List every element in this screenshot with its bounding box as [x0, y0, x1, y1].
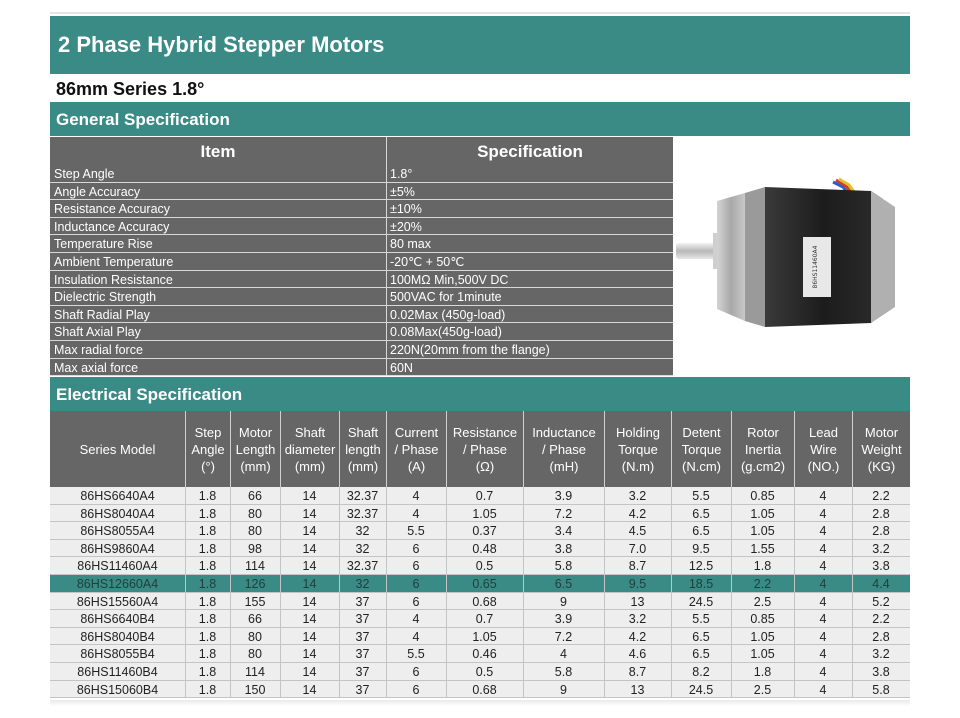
table-cell: 14: [302, 524, 317, 539]
table-cell: 12.5: [688, 559, 714, 574]
table-cell: 14: [302, 682, 317, 697]
table-cell: 80: [248, 629, 262, 644]
table-cell: 37: [355, 647, 370, 662]
table-cell: 1.8: [198, 541, 217, 556]
table-cell: 80: [248, 524, 262, 539]
table-cell: 14: [302, 664, 317, 679]
spec-value: 80 max: [390, 237, 431, 252]
general-spec-row: [50, 165, 673, 183]
spec-value: ±20%: [390, 219, 422, 234]
model-cell: 86HS6640A4: [80, 489, 155, 503]
electrical-column-header: Motor Weight (KG): [852, 411, 910, 487]
model-cell: 86HS6640B4: [80, 612, 155, 627]
spec-value: ±5%: [390, 184, 415, 199]
table-cell: 14: [302, 576, 317, 591]
table-cell: 2.8: [872, 629, 890, 644]
table-cell: 4: [819, 576, 827, 591]
table-cell: 1.8: [198, 664, 217, 679]
table-cell: 8.7: [628, 559, 647, 574]
table-column-divider: [671, 487, 672, 697]
table-cell: 3.8: [872, 664, 890, 679]
table-cell: 2.8: [872, 506, 890, 521]
general-spec-row: [50, 323, 673, 341]
table-row: [50, 681, 910, 699]
electrical-column-header: Shaft diameter (mm): [280, 411, 339, 487]
model-cell: 86HS8040A4: [80, 506, 155, 521]
table-cell: 6.5: [692, 629, 710, 644]
table-row: [50, 487, 910, 505]
table-cell: 0.85: [750, 612, 775, 627]
table-cell: 32: [355, 524, 370, 539]
table-row: [50, 628, 910, 646]
table-cell: 0.5: [475, 559, 494, 574]
table-cell: 6.5: [692, 506, 710, 521]
table-cell: 4: [412, 612, 420, 627]
table-cell: 18.5: [688, 576, 714, 591]
general-spec-row: [50, 218, 673, 236]
table-cell: 1.8: [198, 559, 217, 574]
table-row: [50, 505, 910, 523]
table-cell: 6.5: [692, 647, 710, 662]
table-cell: 5.8: [554, 559, 573, 574]
table-cell: 7.2: [554, 629, 573, 644]
table-cell: 0.37: [472, 524, 497, 539]
table-cell: 4.5: [628, 524, 647, 539]
table-row: [50, 663, 910, 681]
general-spec-table-header: [50, 137, 673, 165]
table-column-divider: [731, 487, 732, 697]
table-cell: 4: [819, 664, 827, 679]
table-cell: 8.7: [628, 664, 647, 679]
spec-value: 0.08Max(450g-load): [390, 325, 502, 340]
table-cell: 3.2: [872, 647, 890, 662]
table-cell: 2.2: [753, 576, 772, 591]
table-cell: 13: [630, 682, 645, 697]
table-cell: 3.8: [554, 541, 573, 556]
table-cell: 0.7: [475, 612, 494, 627]
table-cell: 1.05: [472, 629, 497, 644]
table-cell: 80: [248, 647, 262, 662]
table-cell: 7.2: [554, 506, 573, 521]
spec-value: -20℃ + 50℃: [390, 254, 465, 269]
table-cell: 6: [412, 559, 420, 574]
model-cell: 86HS11460B4: [77, 664, 158, 679]
model-cell: 86HS9860A4: [80, 541, 155, 556]
table-cell: 9: [560, 594, 567, 609]
table-cell: 5.5: [692, 612, 710, 627]
table-cell: 32.37: [346, 506, 379, 521]
electrical-column-header: Motor Length (mm): [230, 411, 280, 487]
table-cell: 0.65: [472, 576, 497, 591]
table-cell: 1.05: [750, 506, 775, 521]
table-cell: 5.8: [872, 682, 890, 697]
model-cell: 86HS8055A4: [80, 524, 155, 539]
table-cell: 0.48: [472, 541, 497, 556]
table-cell: 1.05: [750, 629, 775, 644]
electrical-column-header: Current / Phase (A): [386, 411, 446, 487]
general-spec-row: [50, 359, 673, 377]
table-cell: 3.9: [554, 489, 573, 503]
spec-value: 220N(20mm from the flange): [390, 342, 550, 357]
spec-item-label: Inductance Accuracy: [54, 219, 170, 234]
table-column-divider: [604, 487, 605, 697]
table-cell: 14: [302, 541, 317, 556]
table-cell: 13: [630, 594, 645, 609]
table-cell: 4: [412, 629, 420, 644]
table-cell: 150: [244, 682, 266, 697]
table-cell: 3.2: [628, 489, 647, 503]
table-cell: 66: [248, 612, 262, 627]
general-spec-row: [50, 200, 673, 218]
table-cell: 1.05: [472, 506, 497, 521]
general-spec-header: General Specification: [50, 102, 910, 136]
spec-item-label: Dielectric Strength: [54, 290, 157, 305]
table-cell: 4.6: [628, 647, 647, 662]
table-cell: 126: [244, 576, 266, 591]
general-spec-row: [50, 235, 673, 253]
table-cell: 6: [412, 664, 420, 679]
table-column-divider: [386, 487, 387, 697]
table-row: [50, 557, 910, 575]
table-cell: 0.46: [472, 647, 497, 662]
spec-item-label: Max axial force: [54, 360, 139, 375]
table-cell: 6: [412, 594, 420, 609]
table-column-divider: [852, 487, 853, 697]
table-cell: 2.5: [753, 594, 772, 609]
table-cell: 14: [302, 506, 317, 521]
table-cell: 32.37: [346, 559, 379, 574]
table-column-divider: [523, 487, 524, 697]
table-cell: 0.68: [472, 594, 497, 609]
table-cell: 14: [302, 612, 317, 627]
table-cell: 3.8: [872, 559, 890, 574]
table-cell: 9.5: [628, 576, 647, 591]
series-title: 86mm Series 1.8°: [56, 79, 205, 99]
top-divider: [50, 12, 910, 14]
table-cell: 4: [819, 506, 827, 521]
model-cell: 86HS15560A4: [76, 594, 159, 609]
table-cell: 2.8: [872, 524, 890, 539]
table-row: [50, 522, 910, 540]
table-cell: 37: [355, 664, 370, 679]
table-cell: 0.5: [475, 664, 494, 679]
table-column-divider: [339, 487, 340, 697]
table-cell: 4: [819, 541, 827, 556]
spec-item-label: Shaft Axial Play: [54, 325, 141, 340]
table-cell: 32.37: [346, 489, 379, 503]
spec-item-label: Temperature Rise: [54, 237, 153, 252]
table-cell: 24.5: [688, 682, 714, 697]
table-cell: 1.8: [198, 629, 217, 644]
table-column-divider: [446, 487, 447, 697]
table-cell: 2.2: [872, 489, 890, 503]
page-title: 2 Phase Hybrid Stepper Motors: [50, 16, 910, 74]
table-cell: 98: [248, 541, 262, 556]
electrical-column-header: Resistance / Phase (Ω): [446, 411, 523, 487]
table-row: [50, 645, 910, 663]
model-cell: 86HS15060B4: [76, 682, 159, 697]
table-cell: 80: [248, 506, 262, 521]
table-cell: 66: [248, 489, 262, 503]
table-cell: 14: [302, 559, 317, 574]
table-column-divider: [794, 487, 795, 697]
table-cell: 4: [819, 524, 827, 539]
table-column-divider: [185, 487, 186, 697]
table-cell: 7.0: [628, 541, 647, 556]
table-cell: 3.9: [554, 612, 573, 627]
model-cell: 86HS12660A4: [76, 576, 159, 591]
table-row-highlighted: [50, 575, 910, 593]
table-cell: 4: [819, 629, 827, 644]
spec-item-label: Ambient Temperature: [54, 254, 174, 269]
stepper-motor-image: [673, 137, 910, 375]
table-cell: 32: [355, 576, 370, 591]
table-cell: 6.5: [692, 524, 710, 539]
table-cell: 3.2: [628, 612, 647, 627]
table-cell: 1.8: [198, 647, 217, 662]
table-cell: 6.5: [554, 576, 573, 591]
model-cell: 86HS8055B4: [80, 647, 155, 662]
table-cell: 3.2: [872, 541, 890, 556]
spec-item-label: Max radial force: [54, 342, 143, 357]
table-cell: 37: [355, 682, 370, 697]
table-cell: 5.5: [692, 489, 710, 503]
table-cell: 4: [819, 489, 827, 503]
table-cell: 4: [412, 489, 420, 503]
table-cell: 5.8: [554, 664, 573, 679]
electrical-column-header: Inductance / Phase (mH): [523, 411, 604, 487]
spec-value: 1.8°: [390, 167, 413, 181]
table-cell: 1.05: [750, 647, 775, 662]
table-cell: 1.8: [198, 612, 217, 627]
table-column-divider: [230, 487, 231, 697]
general-spec-row: [50, 183, 673, 201]
spec-value: 100MΩ Min,500V DC: [390, 272, 509, 287]
bottom-divider: [50, 700, 910, 706]
item-column-header: Item: [200, 142, 236, 161]
table-cell: 5.5: [407, 524, 425, 539]
table-cell: 14: [302, 489, 317, 503]
table-row: [50, 610, 910, 628]
table-cell: 14: [302, 594, 317, 609]
table-cell: 1.55: [750, 541, 775, 556]
electrical-spec-header: Electrical Specification: [50, 377, 910, 411]
table-cell: 14: [302, 647, 317, 662]
table-cell: 114: [245, 559, 265, 574]
table-cell: 1.05: [750, 524, 775, 539]
table-column-divider: [280, 487, 281, 697]
general-spec-row: [50, 341, 673, 359]
table-cell: 5.2: [872, 594, 890, 609]
table-cell: 14: [302, 629, 317, 644]
table-row: [50, 540, 910, 558]
electrical-column-header: Holding Torque (N.m): [604, 411, 671, 487]
electrical-spec-table-header: [50, 411, 910, 487]
spec-item-label: Shaft Radial Play: [54, 307, 150, 322]
table-cell: 0.85: [750, 489, 775, 503]
table-cell: 1.8: [198, 489, 217, 503]
spec-item-label: Resistance Accuracy: [54, 202, 171, 217]
table-cell: 4: [560, 647, 567, 662]
spec-value: 0.02Max (450g-load): [390, 307, 506, 322]
table-cell: 1.8: [753, 559, 772, 574]
table-cell: 4: [819, 594, 827, 609]
table-cell: 4: [412, 506, 420, 521]
table-cell: 1.8: [198, 576, 217, 591]
table-cell: 37: [355, 612, 370, 627]
table-cell: 1.8: [198, 682, 217, 697]
table-cell: 6: [412, 576, 420, 591]
electrical-column-header: Detent Torque (N.cm): [671, 411, 731, 487]
table-cell: 9: [560, 682, 567, 697]
electrical-column-header: Lead Wire (NO.): [794, 411, 852, 487]
table-cell: 2.5: [753, 682, 772, 697]
model-cell: 86HS8040B4: [80, 629, 155, 644]
table-cell: 2.2: [872, 612, 890, 627]
general-spec-table: [50, 165, 673, 376]
table-cell: 0.7: [475, 489, 494, 503]
table-cell: 0.68: [472, 682, 497, 697]
table-cell: 4.2: [628, 506, 647, 521]
spec-value: 500VAC for 1minute: [390, 290, 502, 305]
general-spec-row: [50, 271, 673, 289]
electrical-column-header: Shaft length (mm): [339, 411, 386, 487]
electrical-spec-table: [50, 487, 910, 698]
spec-item-label: Step Angle: [54, 167, 115, 181]
table-cell: 37: [355, 594, 370, 609]
general-spec-row: [50, 288, 673, 306]
motor-label-text: 86HS11460A4: [812, 245, 819, 289]
general-spec-row: [50, 253, 673, 271]
spec-item-label: Insulation Resistance: [54, 272, 173, 287]
table-cell: 1.8: [198, 506, 217, 521]
table-cell: 9.5: [692, 541, 710, 556]
table-cell: 1.8: [198, 524, 217, 539]
table-cell: 3.4: [554, 524, 573, 539]
table-cell: 4: [819, 682, 827, 697]
electrical-column-header: Series Model: [79, 441, 156, 457]
spec-item-label: Angle Accuracy: [54, 184, 141, 199]
table-cell: 1.8: [753, 664, 772, 679]
table-cell: 5.5: [407, 647, 425, 662]
general-spec-column-divider: [386, 137, 387, 375]
spec-value: ±10%: [390, 202, 422, 217]
specification-column-header: Specification: [477, 142, 583, 161]
table-cell: 37: [355, 629, 370, 644]
table-cell: 4.2: [628, 629, 647, 644]
table-cell: 4.4: [872, 576, 890, 591]
table-cell: 8.2: [692, 664, 710, 679]
table-cell: 6: [412, 541, 420, 556]
table-cell: 24.5: [688, 594, 714, 609]
table-row: [50, 593, 910, 611]
electrical-column-header: Step Angle (°): [185, 411, 230, 487]
table-cell: 155: [244, 594, 266, 609]
table-cell: 114: [245, 664, 265, 679]
table-cell: 1.8: [198, 594, 217, 609]
table-cell: 6: [412, 682, 420, 697]
electrical-column-header: Rotor Inertia (g.cm2): [731, 411, 794, 487]
table-cell: 4: [819, 559, 827, 574]
model-cell: 86HS11460A4: [77, 559, 158, 574]
spec-value: 60N: [390, 360, 413, 375]
general-spec-row: [50, 306, 673, 324]
table-cell: 4: [819, 647, 827, 662]
table-cell: 4: [819, 612, 827, 627]
table-cell: 32: [355, 541, 370, 556]
